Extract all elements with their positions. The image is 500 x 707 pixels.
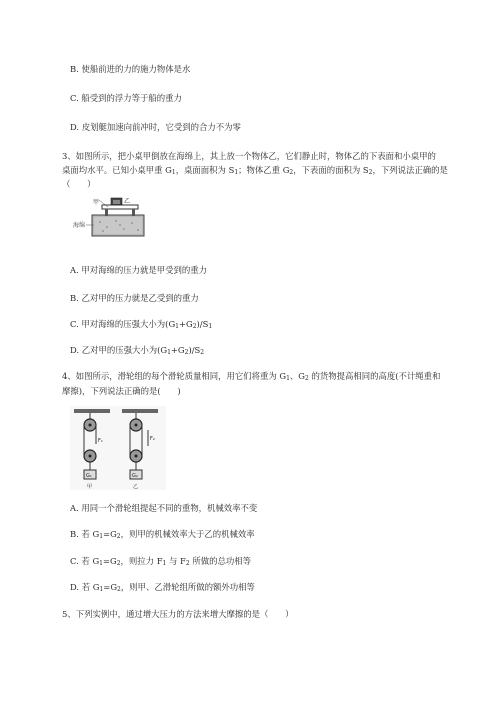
- svg-text:G₁: G₁: [86, 473, 92, 479]
- ceiling-jia: [74, 409, 110, 413]
- label-yi: 乙: [124, 198, 131, 205]
- q3-option-d: D. 乙对甲的压强大小为$(G_1+G_2)/S_2$: [70, 345, 205, 356]
- q4-figure-pulley-systems: [70, 406, 166, 490]
- svg-text:乙: 乙: [133, 484, 139, 490]
- q4-option-a: A. 用同一个滑轮组提起不同的重物，机械效率不变: [70, 503, 258, 513]
- q3-stem-line2: 桌面均水平。已知小桌甲重 $G_1$，桌面面积为 $S_1$；物体乙重 $G_2$，下表面的面积为 $S_2$，下列说法正确的是: [62, 165, 448, 176]
- q4-stem-line1: 4、如图所示，滑轮组的每个滑轮质量相同，用它们将重为 $G_1$、$G_2$ 的货物提高相同的高度(不计绳重和: [62, 371, 441, 382]
- q4-option-b: B. 若 $G_1=G_2$，则甲的机械效率大于乙的机械效率: [70, 529, 255, 540]
- svg-text:甲: 甲: [87, 484, 93, 490]
- label-jia: 甲: [93, 199, 100, 206]
- q2-option-c: C. 船受到的浮力等于船的重力: [70, 93, 182, 103]
- q3-option-b: B. 乙对甲的压力就是乙受到的重力: [70, 293, 199, 303]
- q3-stem-line3: （ ）: [62, 179, 96, 189]
- table-top: [102, 205, 138, 209]
- q4-stem-line2: 摩擦)，下列说法正确的是( ): [62, 386, 181, 396]
- label-sponge: 海绵: [73, 222, 86, 229]
- q3-figure-table-on-sponge: [72, 196, 150, 242]
- svg-text:F₁: F₁: [98, 438, 103, 444]
- q3-stem-line1: 3、如图所示，把小桌甲倒放在海绵上，其上放一个物体乙，它们静止时，物体乙的下表面和小桌甲的: [62, 151, 436, 161]
- q2-option-d: D. 皮划艇加速向前冲时，它受到的合力不为零: [70, 122, 241, 132]
- q4-option-d: D. 若 $G_1=G_2$，则甲、乙滑轮组所做的额外功相等: [70, 582, 255, 593]
- q5-stem: 5、下列实例中，通过增大压力的方法来增大摩擦的是（ ）: [62, 609, 294, 619]
- q3-option-a: A. 甲对海绵的压力就是甲受到的重力: [70, 265, 207, 275]
- svg-text:G₂: G₂: [132, 473, 138, 479]
- svg-text:F₂: F₂: [150, 436, 155, 442]
- q2-option-b: B. 使船前进的力的施力物体是水: [70, 64, 191, 74]
- q4-option-c: C. 若 $G_1=G_2$，则拉力 $F_1$ 与 $F_2$ 所做的总功相等: [70, 556, 251, 567]
- ceiling-yi: [122, 409, 158, 413]
- q3-option-c: C. 甲对海绵的压强大小为$(G_1+G_2)/S_1$: [70, 319, 213, 330]
